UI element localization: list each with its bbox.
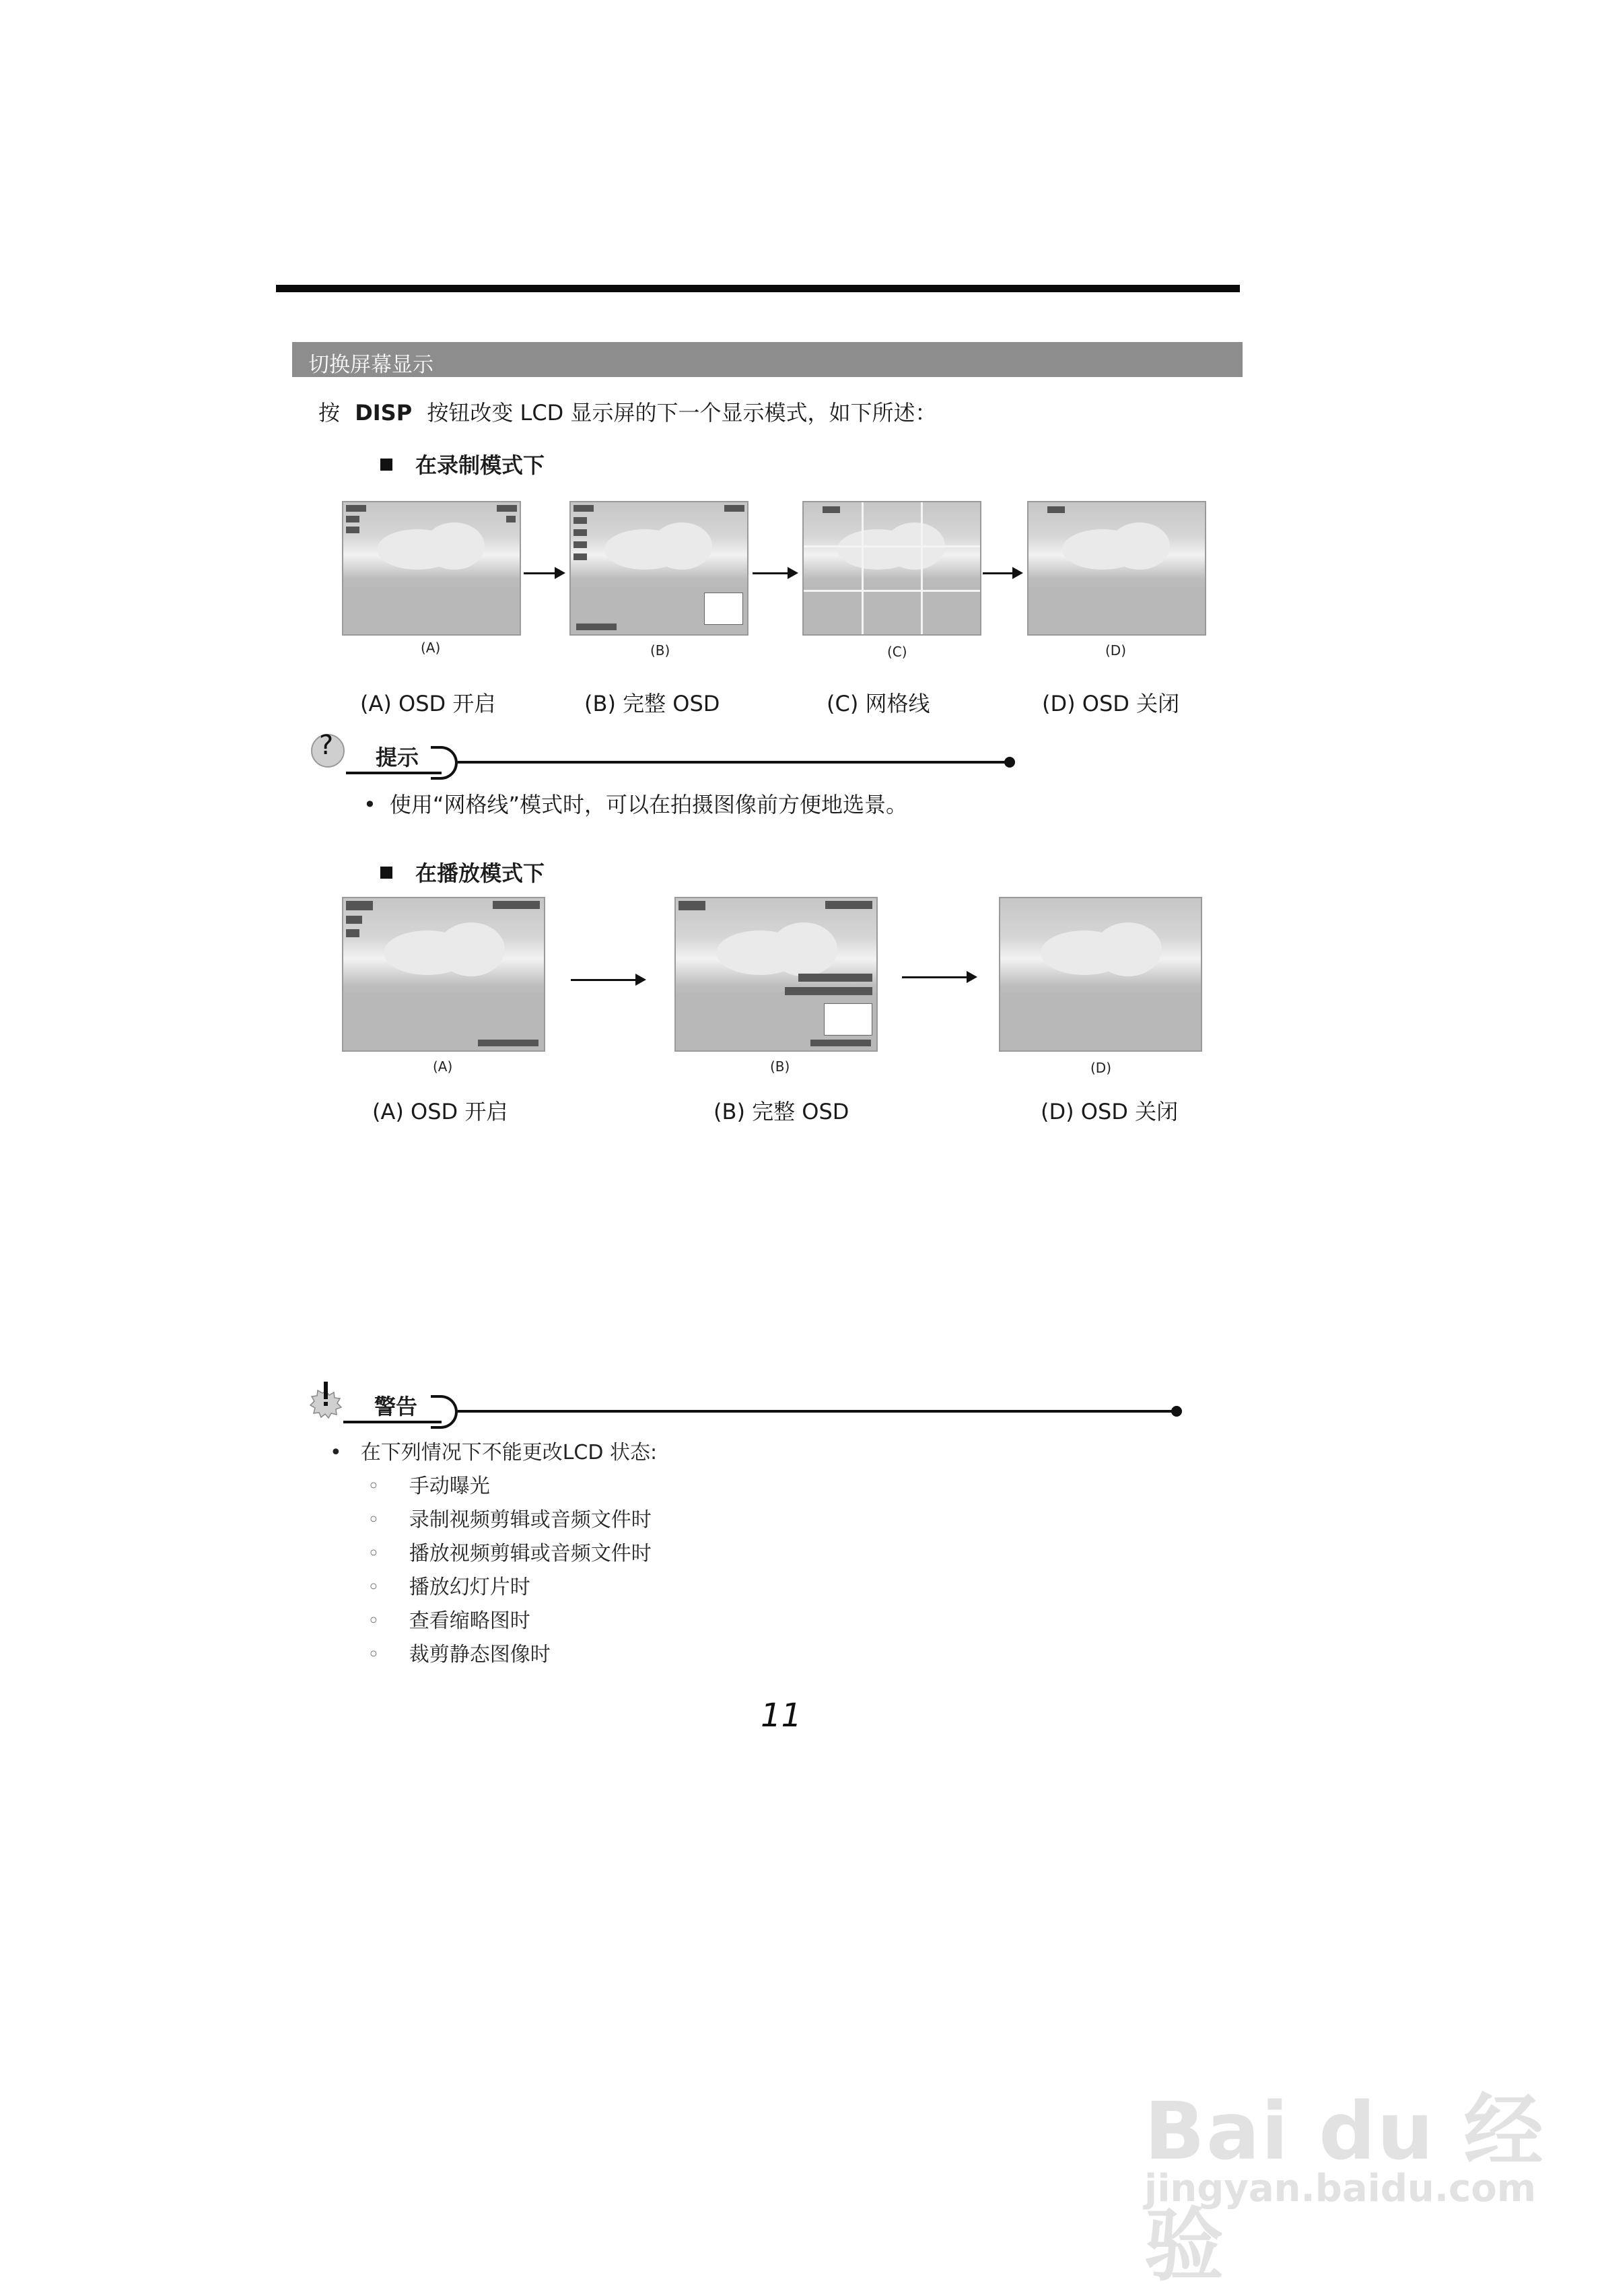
record-caption-d: (D) OSD 关闭 [1042,691,1180,716]
play-mode-heading: 在播放模式下 [380,856,545,887]
play-screen-d [999,897,1202,1052]
arrow-icon [571,979,643,981]
play-caption-b: (B) 完整 OSD [713,1099,849,1124]
list-item: ◦ 播放幻灯片时 [368,1576,530,1599]
play-caption-d: (D) OSD 关闭 [1041,1099,1179,1124]
play-letter-b: (B) [770,1058,790,1075]
intro-text: 按 DISP 按钮改变 LCD 显示屏的下一个显示模式，如下所述： [318,400,937,426]
record-letter-a: (A) [421,640,441,656]
list-item: ◦ 录制视频剪辑或音频文件时 [368,1508,652,1532]
warning-bullet: • 在下列情况下不能更改LCD 状态: [330,1441,658,1464]
square-bullet-icon [380,867,392,879]
question-mark-icon: ? [311,734,345,768]
tip-underline [346,772,442,774]
record-screen-d [1027,501,1206,636]
warning-rule [458,1410,1179,1413]
record-letter-d: (D) [1105,642,1127,659]
list-item: ◦ 播放视频剪辑或音频文件时 [368,1542,652,1565]
tip-rule [458,761,1007,764]
disp-key: DISP [355,400,413,426]
record-caption-c: (C) 网格线 [827,691,930,716]
section-title: 切换屏幕显示 [308,353,433,377]
tip-label: 提示 [376,745,419,770]
baidu-watermark-url: jingyan.baidu.com [1144,2167,1537,2210]
square-bullet-icon [380,459,392,471]
record-screen-c [802,501,981,636]
warning-rule-end-dot [1171,1406,1182,1417]
warning-underline [343,1421,442,1423]
record-letter-c: (C) [887,644,907,660]
warning-tab-curve [431,1395,458,1429]
baidu-watermark-logo: Bai du 经验 [1144,2085,1545,2292]
play-letter-d: (D) [1090,1060,1112,1076]
list-item: ◦ 查看缩略图时 [368,1609,530,1633]
page-number: 11 [761,1697,802,1734]
top-rule [276,285,1240,292]
section-title-bar [292,342,1243,377]
tip-bullet: • 使用“网格线”模式时，可以在拍摄图像前方便地选景。 [363,792,908,817]
record-screen-b [569,501,748,636]
list-item: ◦ 手动曝光 [368,1475,490,1498]
record-caption-b: (B) 完整 OSD [584,691,720,716]
play-screen-a [342,897,545,1052]
record-letter-b: (B) [650,642,670,659]
arrow-icon [753,572,796,574]
exclamation-burst-icon [308,1382,343,1419]
list-item: ◦ 裁剪静态图像时 [368,1643,551,1666]
record-mode-heading: 在录制模式下 [380,448,545,479]
play-screen-b [674,897,878,1052]
arrow-icon [983,572,1020,574]
record-caption-a: (A) OSD 开启 [360,691,496,716]
play-caption-a: (A) OSD 开启 [372,1099,508,1124]
arrow-icon [524,572,563,574]
tip-tab-curve [431,746,458,780]
warning-label: 警告 [374,1394,418,1419]
arrow-icon [902,976,975,978]
tip-rule-end-dot [1004,757,1015,768]
play-letter-a: (A) [433,1058,453,1075]
record-screen-a [342,501,521,636]
